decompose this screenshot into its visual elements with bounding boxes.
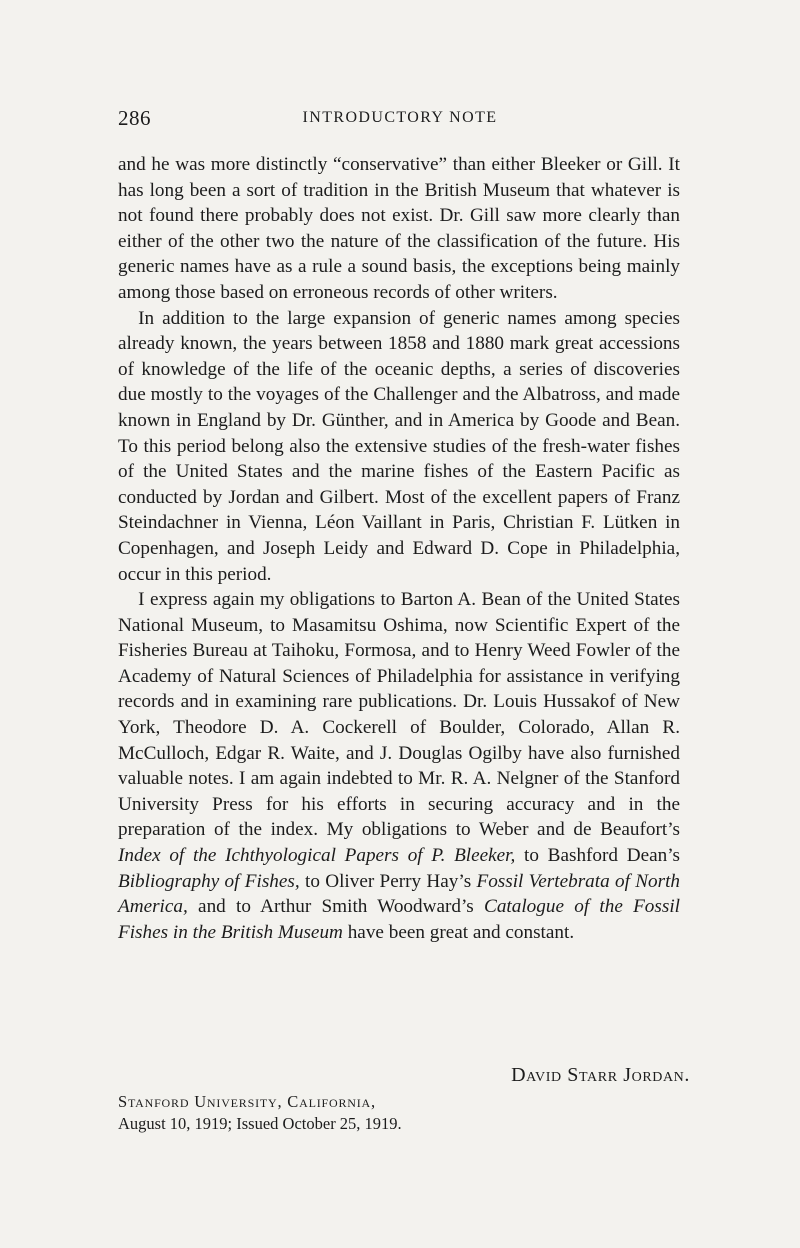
title-fossil-vertebrata: Fossil Vertebrata of North America,: [118, 870, 680, 918]
paragraph-3-text-1: I express again my obligations to Barton A. Bean of the United States National Museum, to Masamitsu Oshima, now Scientific Expert of the Fisheries Bureau at Taihoku, Formosa, and to Henry Weed Fowler of the Academy of Natural Sciences of Philadelphia for assistance in verifying records and in examining rare publications. Dr. Louis Hussakof of New York, Theodore D. A. Cockerell of Boulder, Colorado, Allan R. McCulloch, Edgar R. Waite, and J. Douglas Ogilby have also furnished valuable notes. I am again indebted to Mr. R. A. Nelgner of the Stanford University Press for his efforts in securing accuracy and in the preparation of the index. My obligations to Weber and de Beaufort’s: [118, 589, 680, 841]
paragraph-2: In addition to the large expansion of generic names among species already known, the years between 1858 and 1880 mark great accessions of knowledge of the life of the oceanic depths, a series of discoveries due mostly to the voyages of the Challenger and the Albatross, and made known in England by Dr. Günther, and in America by Goode and Bean. To this period belong also the extensive studies of the fresh-water fishes of the United States and the marine fishes of the Eastern Pacific as conducted by Jordan and Gilbert. Most of the excellent papers of Franz Steindachner in Vienna, Léon Vaillant in Paris, Christian F. Lütken in Copenhagen, and Joseph Leidy and Edward D. Cope in Philadelphia, occur in this period.: [118, 307, 680, 585]
paragraph-3-text-5: have been great and constant.: [342, 921, 575, 943]
paragraph-3-text-4: and to Arthur Smith Woodward’s: [187, 896, 485, 918]
body-text: [118, 152, 680, 945]
author-signature: David Starr Jordan.: [511, 1064, 690, 1086]
running-head: INTRODUCTORY NOTE: [302, 109, 498, 126]
page-number: 286: [118, 106, 151, 130]
paragraph-3-text-3: to Oliver Perry Hay’s: [299, 870, 477, 892]
paragraph-1: and he was more distinctly “conservative” than either Bleeker or Gill. It has long been a sort of tradition in the British Museum that whatever is not found there probably does not exist. Dr. Gill saw more clearly than either of the other two the nature of the classification of the future. His generic names have as a rule a sound basis, the exceptions being mainly among those based on erroneous records of other writers.: [118, 154, 680, 303]
title-index-ichthyological-papers: Index of the Ichthyological Papers of P. Bleeker,: [118, 845, 516, 867]
signature-place: Stanford University, California,: [118, 1092, 376, 1111]
title-catalogue-fossil-fishes: Catalogue of the Fossil Fishes in the British Museum: [118, 896, 680, 943]
signature-date: August 10, 1919; Issued October 25, 1919.: [118, 1114, 402, 1133]
title-bibliography-of-fishes: Bibliography of Fishes,: [118, 870, 300, 892]
paragraph-3: [118, 587, 680, 945]
paragraph-3-text-2: to Bashford Dean’s: [515, 845, 680, 867]
